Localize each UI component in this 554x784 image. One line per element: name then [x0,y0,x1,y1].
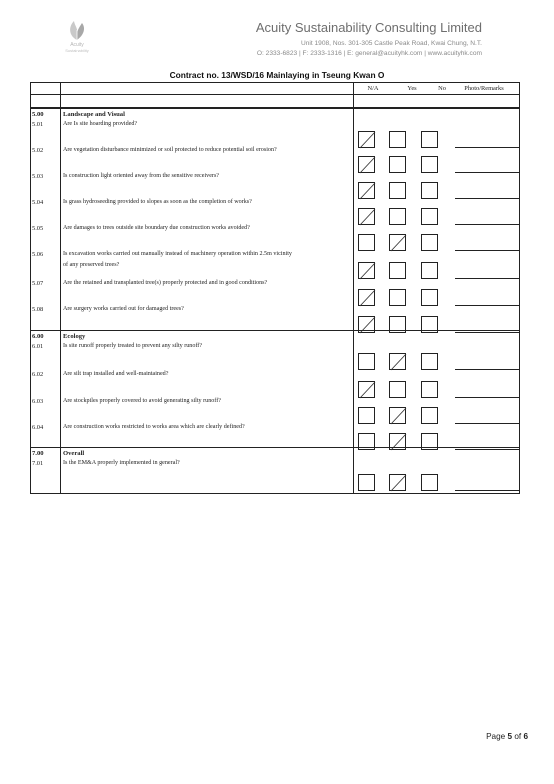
tick-mark-icon [358,154,378,176]
checkbox-na[interactable] [358,262,375,279]
checkbox-na[interactable] [358,208,375,225]
logo-text-line1: Acuity [70,42,84,48]
question-line: Are Is site hoarding provided? [63,121,138,127]
checkbox-no[interactable] [421,407,438,424]
item-question [63,369,353,380]
column-header-remarks: Photo/Remarks [464,85,504,92]
remarks-field[interactable] [455,449,519,450]
remarks-field[interactable] [455,305,519,306]
item-number: 6.03 [32,398,44,405]
question-line: Are vegetation disturbance minimized or soil protected to reduce potential soil erosion? [63,147,277,153]
checkbox-na[interactable] [358,131,375,148]
checkbox-no[interactable] [421,289,438,306]
checkbox-yes[interactable] [389,156,406,173]
remarks-field[interactable] [455,198,519,199]
tick-mark-icon [389,351,409,373]
item-question [63,422,353,433]
tick-mark-icon [358,314,378,336]
company-logo [56,18,98,64]
company-address: Unit 1908, Nos. 301-305 Castle Peak Road, Kwai Chung, N.T. [300,40,482,47]
remarks-field[interactable] [455,490,519,491]
question-line: Is construction light oriented away from the sensitive receivers? [63,173,220,179]
leaf-logo-icon [66,18,88,42]
item-number: 5.03 [32,173,44,180]
checkbox-yes[interactable] [389,353,406,370]
question-line: Are surgery works carried out for damaged trees? [63,306,184,312]
item-question [63,304,353,315]
item-question [63,223,353,234]
question-line: Ecology [63,333,86,340]
remarks-field[interactable] [455,423,519,424]
logo-text-line2: Sustainability [65,48,89,53]
item-number: 5.04 [32,199,44,206]
page-current: 5 [507,732,513,741]
item-question [63,197,353,208]
item-question [63,171,353,182]
item-number: 5.00 [32,111,44,118]
company-contact: O: 2333-6823 | F: 2333-1316 | E: general@acuityhk.com | www.acuityhk.com [256,50,482,57]
question-line: Are silt trap installed and well-maintained? [63,371,169,377]
checkbox-na[interactable] [358,289,375,306]
checkbox-yes[interactable] [389,289,406,306]
question-line: Is excavation works carried out manually instead of machinery operation within 2.5m vicinity [63,251,292,257]
checkbox-no[interactable] [421,156,438,173]
checkbox-no[interactable] [421,262,438,279]
item-number: 7.01 [32,460,44,467]
question-line: Overall [63,450,85,457]
letterhead [0,0,554,72]
checkbox-na[interactable] [358,407,375,424]
checkbox-na[interactable] [358,474,375,491]
table-divider [60,83,61,493]
question-line: Are construction works restricted to works area which are clearly defined? [63,424,245,430]
checkbox-na[interactable] [358,381,375,398]
checkbox-yes[interactable] [389,407,406,424]
item-number: 5.08 [32,306,44,313]
tick-mark-icon [358,379,378,401]
item-question [63,145,353,156]
checkbox-no[interactable] [421,381,438,398]
item-question [63,119,353,130]
checkbox-no[interactable] [421,131,438,148]
checkbox-no[interactable] [421,182,438,199]
tick-mark-icon [358,260,378,282]
question-line: Is grass hydroseeding provided to slopes as soon as the completion of works? [63,199,252,205]
item-question [63,278,353,289]
page-of: of [512,732,524,741]
question-line: Are stockpiles properly covered to avoid generating silty runoff? [63,398,221,404]
item-number: 5.01 [32,121,44,128]
checkbox-yes[interactable] [389,234,406,251]
item-question [63,249,353,271]
checklist-table [30,82,520,494]
remarks-field[interactable] [455,397,519,398]
page-number [486,732,528,741]
tick-mark-icon [358,180,378,202]
checkbox-na[interactable] [358,156,375,173]
item-number: 5.06 [32,251,44,258]
item-question [63,458,353,469]
checkbox-yes[interactable] [389,262,406,279]
column-header-na: N/A [367,85,379,92]
page-total: 6 [523,732,528,741]
tick-mark-icon [358,129,378,151]
checkbox-no[interactable] [421,353,438,370]
remarks-field[interactable] [455,250,519,251]
remarks-field[interactable] [455,332,519,333]
checkbox-yes[interactable] [389,131,406,148]
column-header-no: No [438,85,446,92]
page-prefix: Page [486,732,508,741]
checkbox-no[interactable] [421,474,438,491]
table-divider [353,83,354,493]
checkbox-na[interactable] [358,353,375,370]
column-header-yes: Yes [407,85,417,92]
checkbox-yes[interactable] [389,208,406,225]
company-block [256,20,482,59]
tick-mark-icon [389,232,409,254]
checkbox-yes[interactable] [389,474,406,491]
tick-mark-icon [389,431,409,453]
checkbox-yes[interactable] [389,381,406,398]
item-number: 5.07 [32,280,44,287]
contract-title: Contract no. 13/WSD/16 Mainlaying in Tseung Kwan O [169,70,385,80]
checkbox-no[interactable] [421,234,438,251]
checkbox-na[interactable] [358,234,375,251]
item-question [63,341,353,352]
table-divider [31,94,519,95]
checkbox-yes[interactable] [389,182,406,199]
remarks-field[interactable] [455,278,519,279]
item-question [63,396,353,407]
question-line: Landscape and Visual [63,111,125,118]
tick-mark-icon [389,405,409,427]
company-name: Acuity Sustainability Consulting Limited [255,20,482,35]
remarks-field[interactable] [455,369,519,370]
question-line: Are the retained and transplanted tree(s) properly protected and in good conditions? [63,280,268,286]
remarks-field[interactable] [455,224,519,225]
question-line: Is site runoff properly treated to prevent any silty runoff? [63,343,203,349]
item-number: 6.01 [32,343,44,350]
item-number: 6.02 [32,371,44,378]
item-number: 6.04 [32,424,44,431]
question-line-2: of any preserved trees? [63,262,120,268]
item-number: 7.00 [32,450,44,457]
checkbox-no[interactable] [421,208,438,225]
remarks-field[interactable] [455,172,519,173]
question-line: Are damages to trees outside site boundary due construction works avoided? [63,225,250,231]
remarks-field[interactable] [455,147,519,148]
item-number: 5.02 [32,147,44,154]
checkbox-na[interactable] [358,182,375,199]
item-number: 6.00 [32,333,44,340]
tick-mark-icon [389,472,409,494]
tick-mark-icon [358,287,378,309]
question-line: Is the EM&A properly implemented in general? [63,460,180,466]
item-number: 5.05 [32,225,44,232]
tick-mark-icon [358,206,378,228]
